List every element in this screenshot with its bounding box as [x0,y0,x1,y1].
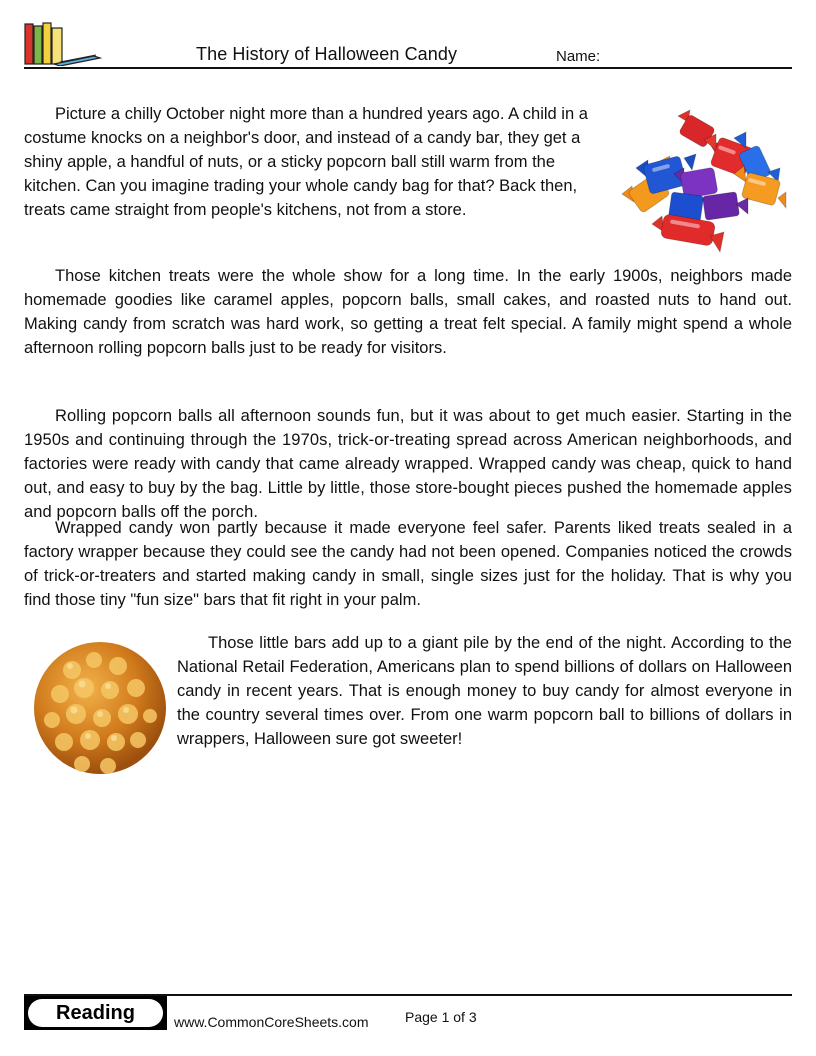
subject-badge [24,996,167,1030]
header-divider [24,67,792,69]
name-label: Name: [556,48,601,65]
article-paragraph-3: Rolling popcorn balls all afternoon sounds fun, but it was about to get much easier. Starting in the 1950s and continuing through the 1970s, trick-or-treating spread across American neighborhoods, and factories were ready with candy that came already wrapped. Wrapped candy was cheap, quick to hand out, and easy to buy by the bag. Little by little, those store-bought pieces pushed the homemade apples and popcorn balls off the porch. [24,407,792,521]
article-paragraph-2: Those kitchen treats were the whole show for a long time. In the early 1900s, neighbors made homemade goodies like caramel apples, popcorn balls, small cakes, and roasted nuts to hand out. Making candy from scratch was hard work, so getting a treat felt special. A family might spend a whole afternoon rolling popcorn balls just to be ready for visitors. [24,267,792,357]
page-number: Page 1 of 3 [405,1009,477,1025]
popcorn-ball-photo [32,632,168,784]
page-footer [24,994,792,1034]
books-icon [24,22,102,66]
article-paragraph-4: Wrapped candy won partly because it made everyone feel safer. Parents liked treats sealed in a factory wrapper because they could see the candy had not been opened. Companies noticed the crowds of trick-or-treaters and started making candy in small, single sizes just for the holiday. That is why you find those tiny "fun size" bars that fit right in your palm. [24,519,792,609]
page-header [24,22,792,70]
wrapped-candies-photo [618,108,788,258]
page-title: The History of Halloween Candy [196,44,458,64]
subject-badge-label: Reading [28,999,163,1027]
article-paragraph-1: Picture a chilly October night more than a hundred years ago. A child in a costume knocks on a neighbor's door, and instead of a candy bar, they get a shiny apple, a handful of nuts, or a sticky popcorn ball still warm from the kitchen. Can you imagine trading your whole candy bag for that? Back then, treats came straight from people's kitchens, not from a store. [24,105,588,219]
site-url: www.CommonCoreSheets.com [174,1014,369,1030]
article-paragraph-5: Those little bars add up to a giant pile by the end of the night. According to the National Retail Federation, Americans plan to spend billions of dollars on Halloween candy in recent years. That is enough money to buy candy for almost everyone in the country several times over. From one warm popcorn ball to billions of dollars in wrappers, Halloween sure got sweeter! [177,634,792,748]
